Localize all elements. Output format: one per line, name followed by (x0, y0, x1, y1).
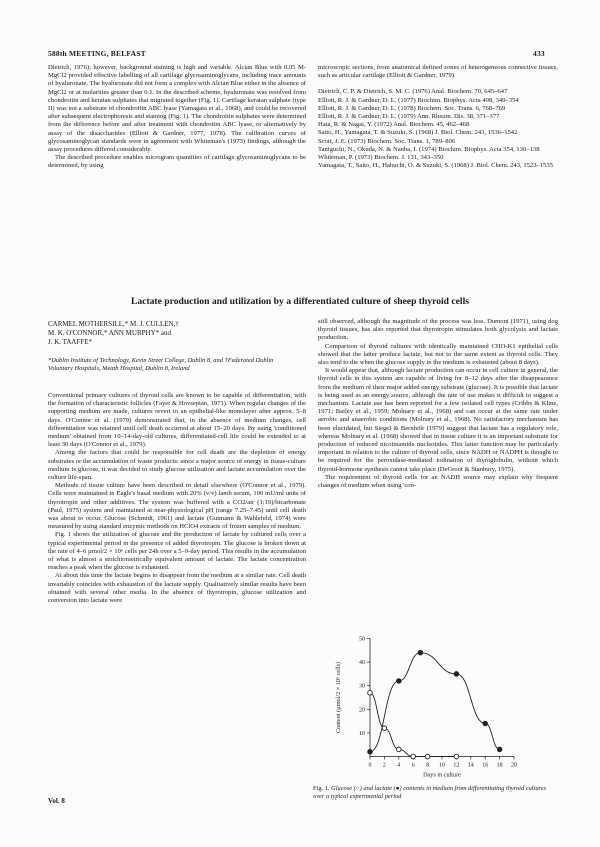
x-tick-label: 10 (439, 762, 445, 769)
volume-footer: Vol. 8 (48, 797, 65, 805)
paragraph: Comparison of thyroid cultures with identically maintained CHO-K1 epithelial cells showed that the latter produce lactate, but not to the same extent as thyroid cells. They also tend to die when the glucose supply in the medium is exhausted (about 8 days). (318, 342, 558, 367)
data-point-lactate (368, 749, 373, 754)
paragraph: microscopic sections, from anatomical defined zones of heterogeneous connective tissues, such as articular cartilage (Elliott & Gardner, 1979). (318, 64, 558, 80)
reference-item: Taniguchi, N., Okuda, N. & Nanba, I. (1974) Biochim. Biophys. Acta 354, 130–138 (318, 145, 540, 153)
figure-1-chart (318, 620, 554, 798)
data-point-lactate (418, 650, 423, 655)
author-line: M. K. O'CONNOR,* ANN MURPHY* and (48, 329, 171, 337)
reference-list (318, 88, 558, 170)
x-tick-label: 12 (453, 762, 460, 769)
article-right-column (318, 318, 558, 490)
paragraph: Dietrich, 1976); however, background staining is high and variable. Alcian Blue with 0.05 M-MgCl2 provided effective labelling of all cartilage glycosaminoglycans, including trace amounts of hyaluronate. The hyaluronate did not form a complex with Alcian Blue either in the absence of MgCl2 or at molarities greater than 0.1. In the described scheme, hyaluronate was resolved from chondroitin and keratan sulphates that migrated together (Fig. 1). Cartilage keratan sulphate (type II) was not a substrate of chondroitin ABC lyase (Yamagata et al., 1968), and could be recovered after subsequent electrophoresis and staining (Fig. 1). The chondroitin sulphates were determined from the difference before and after treatment with chondroitin ABC lyase, or alternatively by assay of the disaccharides (Elliott & Gardner, 1977, 1978). The calibration curves of glycosaminoglycan standards were in agreement with Whiteman's (1973) findings, although the assay procedures differed considerably. (48, 64, 306, 154)
data-point-glucose (411, 754, 416, 759)
data-point-lactate (483, 721, 488, 726)
y-tick-label: 20 (359, 707, 365, 714)
reference-item: Whiteman, P. (1973) Biochem. J. 131, 343–350 (318, 154, 444, 162)
y-axis-label: Content (µmol/2 × 10⁶ cells) (335, 661, 342, 734)
series-line-lactate (370, 653, 500, 752)
data-point-glucose (425, 754, 430, 759)
data-point-glucose (368, 690, 373, 695)
reference-item: Elliott, R. J. & Gardner, D. L. (1979) Ann. Rheum. Dis. 38, 371–377 (318, 113, 500, 121)
x-tick-label: 6 (411, 762, 415, 769)
x-tick-label: 0 (368, 762, 372, 769)
paragraph: Methods of tissue culture have been described in detail elsewhere (O'Connor et al., 1979). Cells were maintained in Eagle's basal medium with 20% (v/v) lamb serum, 100 mU/ml units of thyrotropin and other additives. The system was buffered with a CO2/air (1:19)/bicarbonate (Paul, 1975) system and maintained at near-physiological pH (range 7.25–7.45) until cell death was about to occur. Glucose (Schmidt, 1961) and lactate (Gutmann & Wahlefeld, 1974) were measured by using standard enzymic methods on HClO4 extracts of frozen samples of medium. (48, 482, 306, 531)
x-tick-label: 4 (397, 762, 401, 769)
author-line: CARMEL MOTHERSILL,* M. J. CULLEN,† (48, 320, 179, 328)
data-point-glucose (454, 754, 459, 759)
reference-item: Hata, R. & Nagai, Y. (1972) Anal. Biochem. 45, 462–468 (318, 121, 470, 129)
y-tick-label: 30 (359, 683, 365, 690)
paragraph: The requirement of thyroid cells for an NADH source may explain why frequent changes of medium when using 'con- (318, 473, 558, 490)
running-header: 588th MEETING, BELFAST (48, 49, 146, 58)
reference-item: Scott, J. E. (1973) Biochem. Soc. Trans. 1, 789–806 (318, 137, 456, 145)
paragraph: At about this time the lactate begins to disappear from the medium at a similar rate. Cell death invariably coincides with exhaustion of the lactate supply. Qualitatively similar results have been obtained with several other media. In the absence of thyrotropin, glucose utilization and conversion into lactate were (48, 572, 306, 605)
reference-item: Yamagata, T., Saito, H., Habuchi, O. & Suzuki, S. (1968) J. Biol. Chem. 243, 1523–1535 (318, 162, 553, 170)
y-tick-label: 40 (359, 660, 365, 667)
x-tick-label: 20 (511, 762, 517, 769)
x-tick-label: 18 (496, 762, 503, 769)
reference-item: Elliott, R. J. & Gardner, D. L. (1977) Biochim. Biophys. Acta 498, 349–354 (318, 96, 519, 104)
paragraph: Among the factors that could be responsible for cell death are the depletion of energy substrates or the accumulation of waste products: since a major source of energy in tissue-culture medium is glucose, it was decided to study glucose utilization and lactate accumulation over the culture life-span. (48, 449, 306, 482)
affiliation: *Dublin Institute of Technology, Kevin Street College, Dublin 8, and †Federated Dublin Voluntary Hospitals, Meath Hospital, Dublin 8, Ireland (48, 357, 274, 372)
x-tick-label: 16 (482, 762, 489, 769)
paragraph: still observed, although the magnitude of the process was less. Dumont (1971), using dog thyroid tissues, has also reported that thyrotropin stimulates both glycolysis and lactate production. (318, 318, 558, 342)
reference-item: Elliott, R. J. & Gardner, D. L. (1978) Biochem. Soc. Trans. 6, 768–769 (318, 104, 506, 112)
author-line: J. K. TAAFFE* (48, 338, 93, 346)
paragraph: Conventional primary cultures of thyroid cells are known to be capable of differentiation, with the formation of characteristic follicles (Fayet & Hovsepian, 1971). When regular changes of the supporting medium are made, cultures revert to an epithelial-like monolayer after approx. 5–8 days. O'Connor et al. (1979) demonstrated that, in the absence of medium changes, cell differentiation was retained until cell death occurred at about 15–20 days. By using 'conditioned medium' obtained from 10–14-day-old cultures, differentiated-cell life could be extended to at least 30 days (O'Connor et al., 1979). (48, 392, 306, 449)
data-point-lactate (497, 747, 502, 752)
paragraph: It would appear that, although lactate production can occur in cell culture in general, the thyroid cells in this system are capable of living for 8–12 days after the disappearance from the medium of their major added energy substrate (glucose). It is possible that lactate is being used as an energy source, although the rate of use makes it difficult to suggest a mechanism. Lactate use has been reported for a few isolated cell types (Cribbs & Kline, 1971; Bailey et al., 1959; Molnary et al., 1968) and can occur at the same rate under aerobic and anaerobic conditions (Molnary et al., 1968). No satisfactory mechanism has been elucidated, but Siegel & Bernhölr (1979) suggest that lactate has a regulatory role, whereas Molnary et al. (1968) showed that in tissue culture it is an important substrate for production of reduced nicotinamide nucleotides. This latter function may be particularly important in relation to the culture of thyroid cells, since NADH or NADPH is thought to be required for the peroxidase-mediated iodination of thyroglobulin, without which thyroid-hormone synthesis cannot take place (DeGroot & Stanbury, 1975). (318, 367, 558, 473)
x-axis-label: Days in culture (423, 771, 461, 779)
x-tick-label: 2 (382, 762, 386, 769)
article-left-column (48, 392, 306, 605)
y-tick-label: 10 (359, 730, 365, 737)
data-point-glucose (397, 747, 402, 752)
paragraph: The described procedure enables microgram quantities of cartilage glycosaminoglycans to be determined, by using (48, 154, 306, 170)
figure-caption-label: Fig. 1. (313, 785, 330, 792)
paragraph: Fig. 1 shows the utilization of glucose and the production of lactate by cultured cells over a typical experimental period in the presence of added thyrotropin. The glucose is broken down at the rate of 4–6 µmol/2 × 10⁶ cells per 24h over a 5–9-day period. This results in the accumulation of what is almost a stoichiometrically equivalent amount of lactate. The lactate concentration reaches a peak when the glucose is exhausted. (48, 531, 306, 572)
data-point-glucose (382, 726, 387, 731)
top-left-column (48, 64, 306, 171)
figure-caption (313, 785, 558, 801)
article-title: Lactate production and utilization by a differentiated culture of sheep thyroid cells (130, 296, 469, 307)
figure-caption-text: Glucose (○) and lactate (●) contents in medium from differentiating thyroid cultures over a typical experimental period (313, 785, 547, 800)
x-tick-label: 8 (426, 762, 430, 769)
reference-item: Dietrich, C. P. & Dietrich, S. M. C. (1976) Anal. Biochem. 70, 645–647 (318, 88, 508, 96)
y-tick-label: 50 (359, 636, 365, 643)
author-block (48, 320, 298, 347)
reference-item: Saito, H., Yamagata, T. & Suzuki, S. (1968) J. Biol. Chem. 243, 1536–1542 (318, 129, 518, 137)
data-point-lactate (454, 672, 459, 677)
data-point-lactate (397, 679, 402, 684)
x-tick-label: 14 (467, 762, 474, 769)
top-right-column (318, 64, 558, 170)
page-number: 433 (533, 49, 545, 58)
